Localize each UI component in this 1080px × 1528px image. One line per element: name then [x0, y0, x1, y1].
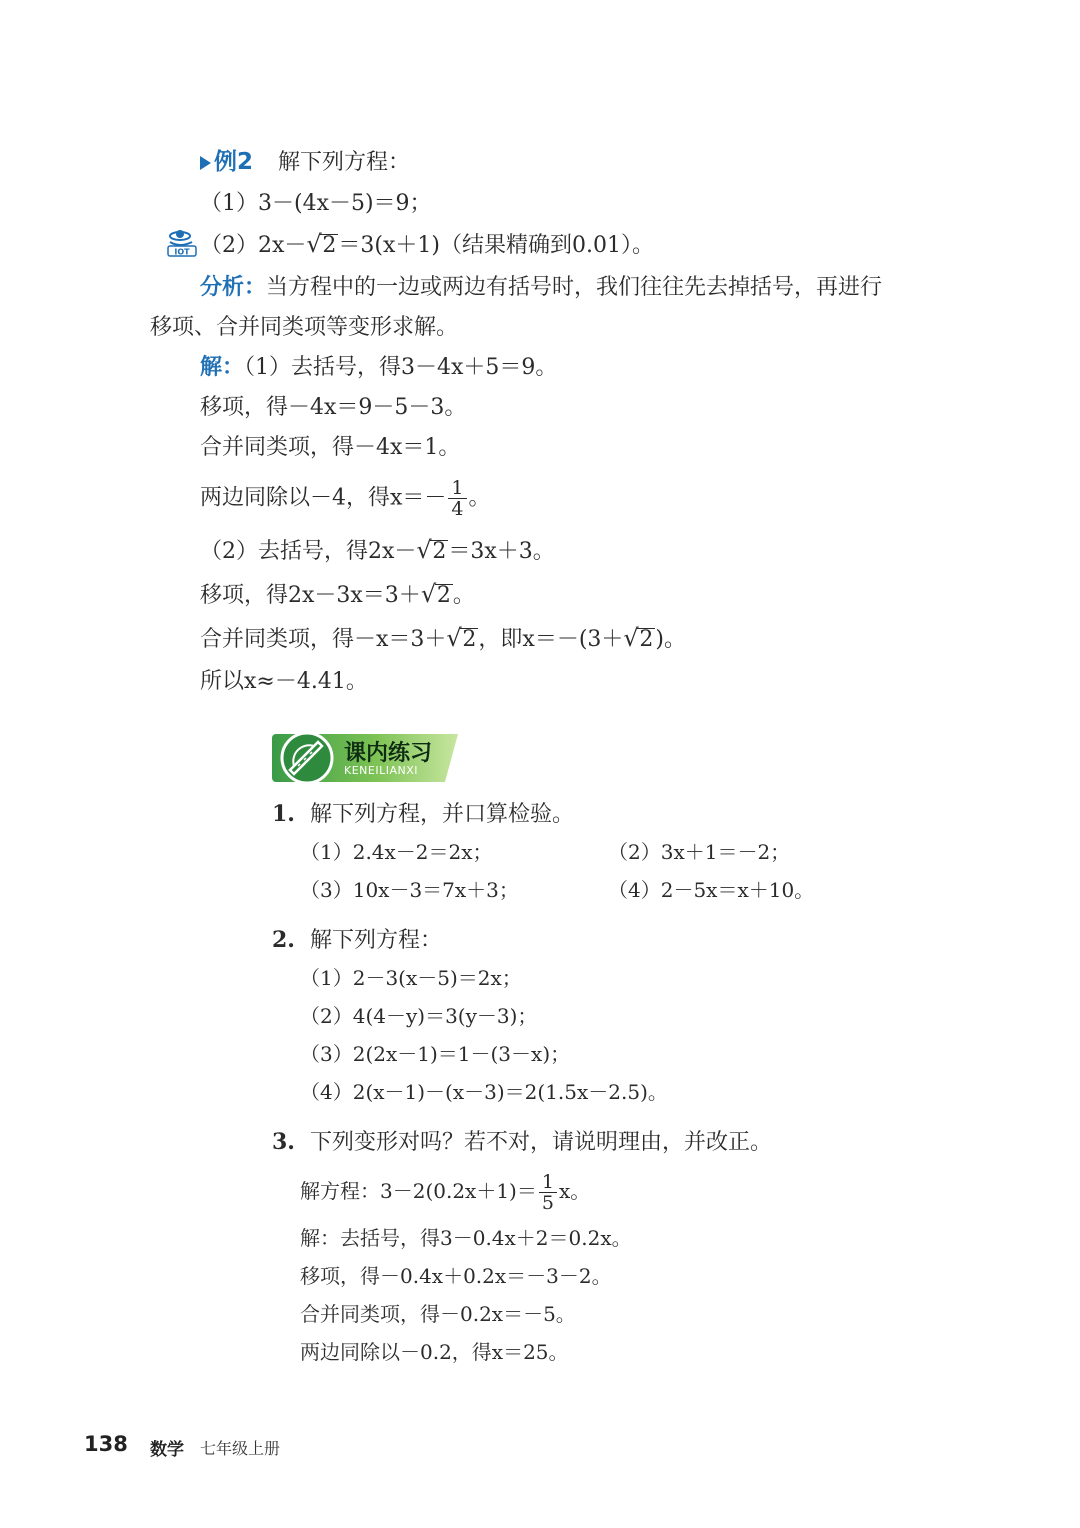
sqrt-symbol: √ 2 — [420, 580, 451, 608]
s7-part-a: 合并同类项，得－x＝3＋ — [200, 627, 447, 652]
iot-icon — [166, 226, 198, 258]
fraction-one-quarter — [448, 478, 466, 519]
s6-part-b: 。 — [452, 583, 475, 608]
practice-2-item-3: （3）2(2x－1)＝1－(3－x)； — [300, 1042, 571, 1066]
s6-radicand: 2 — [436, 583, 451, 608]
practice-1-text: 解下列方程，并口算检验。 — [309, 802, 574, 827]
analysis-label: 分析： — [200, 275, 267, 300]
analysis-line-1 — [200, 274, 882, 302]
practice-3-number: 3. — [272, 1129, 295, 1155]
solution-step-6 — [200, 582, 475, 610]
s7-part-c: )。 — [655, 627, 686, 652]
example-question-1: （1）3－(4x－5)＝9； — [200, 191, 432, 216]
analysis-line-2: 移项、合并同类项等变形求解。 — [150, 315, 459, 340]
practice-3-step-1: 解：去括号，得3－0.4x＋2＝0.2x。 — [300, 1226, 632, 1250]
practice-1-item-3: （3）10x－3＝7x＋3； — [300, 878, 519, 902]
example-label: 例2 — [214, 149, 254, 175]
practice-subtitle: KENEILIANXI — [344, 764, 418, 777]
sqrt-symbol: √ 2 — [623, 624, 654, 652]
triangle-marker-icon — [200, 156, 211, 170]
practice-3-equation — [300, 1172, 590, 1213]
practice-3-step-2: 移项，得－0.4x＋0.2x＝－3－2。 — [300, 1264, 612, 1288]
s5-part-a: （2）去括号，得2x－ — [200, 539, 417, 564]
practice-2-item-4: （4）2(x－1)－(x－3)＝2(1.5x－2.5)。 — [300, 1080, 668, 1104]
p3-eq-prefix: 解方程：3－2(0.2x＋1)＝ — [300, 1179, 537, 1203]
practice-2-heading — [272, 926, 442, 955]
practice-2-item-2: （2）4(4－y)＝3(y－3)； — [300, 1004, 538, 1028]
s7-radicand-2: 2 — [639, 627, 654, 652]
solution-step-2: 移项，得－4x＝9－5－3。 — [200, 395, 467, 420]
analysis-text-1: 当方程中的一边或两边有括号时，我们往往先去掉括号，再进行 — [266, 275, 883, 300]
practice-3-heading — [272, 1128, 772, 1157]
footer-grade: 七年级上册 — [200, 1439, 281, 1458]
example-question-2 — [200, 232, 654, 260]
practice-3-text: 下列变形对吗？若不对，请说明理由，并改正。 — [309, 1130, 772, 1155]
sqrt-symbol: √ 2 — [416, 536, 447, 564]
q2-part-a: （2）2x－ — [200, 233, 307, 258]
practice-3-step-3: 合并同类项，得－0.2x＝－5。 — [300, 1302, 576, 1326]
practice-2-text: 解下列方程： — [309, 928, 442, 953]
s4-suffix: 。 — [468, 485, 491, 511]
s5-radicand: 2 — [432, 539, 447, 564]
q2-part-c: ＝3(x＋1)（结果精确到0.01）。 — [338, 233, 654, 258]
fraction-one-fifth — [539, 1172, 557, 1213]
practice-1-number: 1. — [272, 801, 295, 827]
practice-2-item-1: （1）2－3(x－5)＝2x； — [300, 966, 522, 990]
solution-step-3: 合并同类项，得－4x＝1。 — [200, 435, 461, 460]
s7-part-b: ，即x＝－(3＋ — [478, 627, 624, 652]
solution-step-8: 所以x≈－4.41。 — [200, 669, 368, 694]
footer-subject: 数学 — [150, 1440, 184, 1460]
s6-part-a: 移项，得2x－3x＝3＋ — [200, 583, 421, 608]
fraction-numerator: 1 — [539, 1172, 557, 1193]
practice-title: 课内练习 — [344, 741, 433, 766]
solution-step-7 — [200, 626, 686, 654]
solution-line-1 — [200, 354, 557, 382]
iot-icon-text: IOT — [174, 247, 190, 257]
s4-prefix: 两边同除以－4，得x＝－ — [200, 485, 447, 511]
example-prompt: 解下列方程： — [278, 150, 411, 175]
solution-step-4 — [200, 478, 491, 519]
practice-3-step-4: 两边同除以－0.2，得x＝25。 — [300, 1340, 569, 1364]
sqrt-symbol: √ 2 — [446, 624, 477, 652]
practice-2-number: 2. — [272, 927, 295, 953]
solution-step-1: （1）去括号，得3－4x＋5＝9。 — [244, 355, 558, 380]
q2-radicand: 2 — [322, 233, 337, 258]
fraction-denominator: 5 — [541, 1192, 554, 1214]
practice-1-item-1: （1）2.4x－2＝2x； — [300, 840, 493, 864]
example-heading — [200, 148, 410, 177]
practice-1-item-2: （2）3x＋1＝－2； — [608, 840, 791, 864]
practice-1-heading — [272, 800, 574, 829]
p3-eq-suffix: x。 — [558, 1179, 591, 1203]
fraction-denominator: 4 — [451, 498, 464, 520]
s5-part-b: ＝3x＋3。 — [448, 539, 555, 564]
solution-label: 解： — [200, 355, 245, 380]
solution-step-5 — [200, 538, 555, 566]
protractor-icon — [278, 730, 336, 786]
sqrt-symbol: √ 2 — [306, 230, 337, 258]
fraction-numerator: 1 — [448, 478, 466, 499]
practice-1-item-4: （4）2－5x＝x＋10。 — [608, 878, 815, 902]
practice-badge — [272, 730, 462, 786]
page-number: 138 — [84, 1432, 128, 1456]
s7-radicand: 2 — [462, 627, 477, 652]
